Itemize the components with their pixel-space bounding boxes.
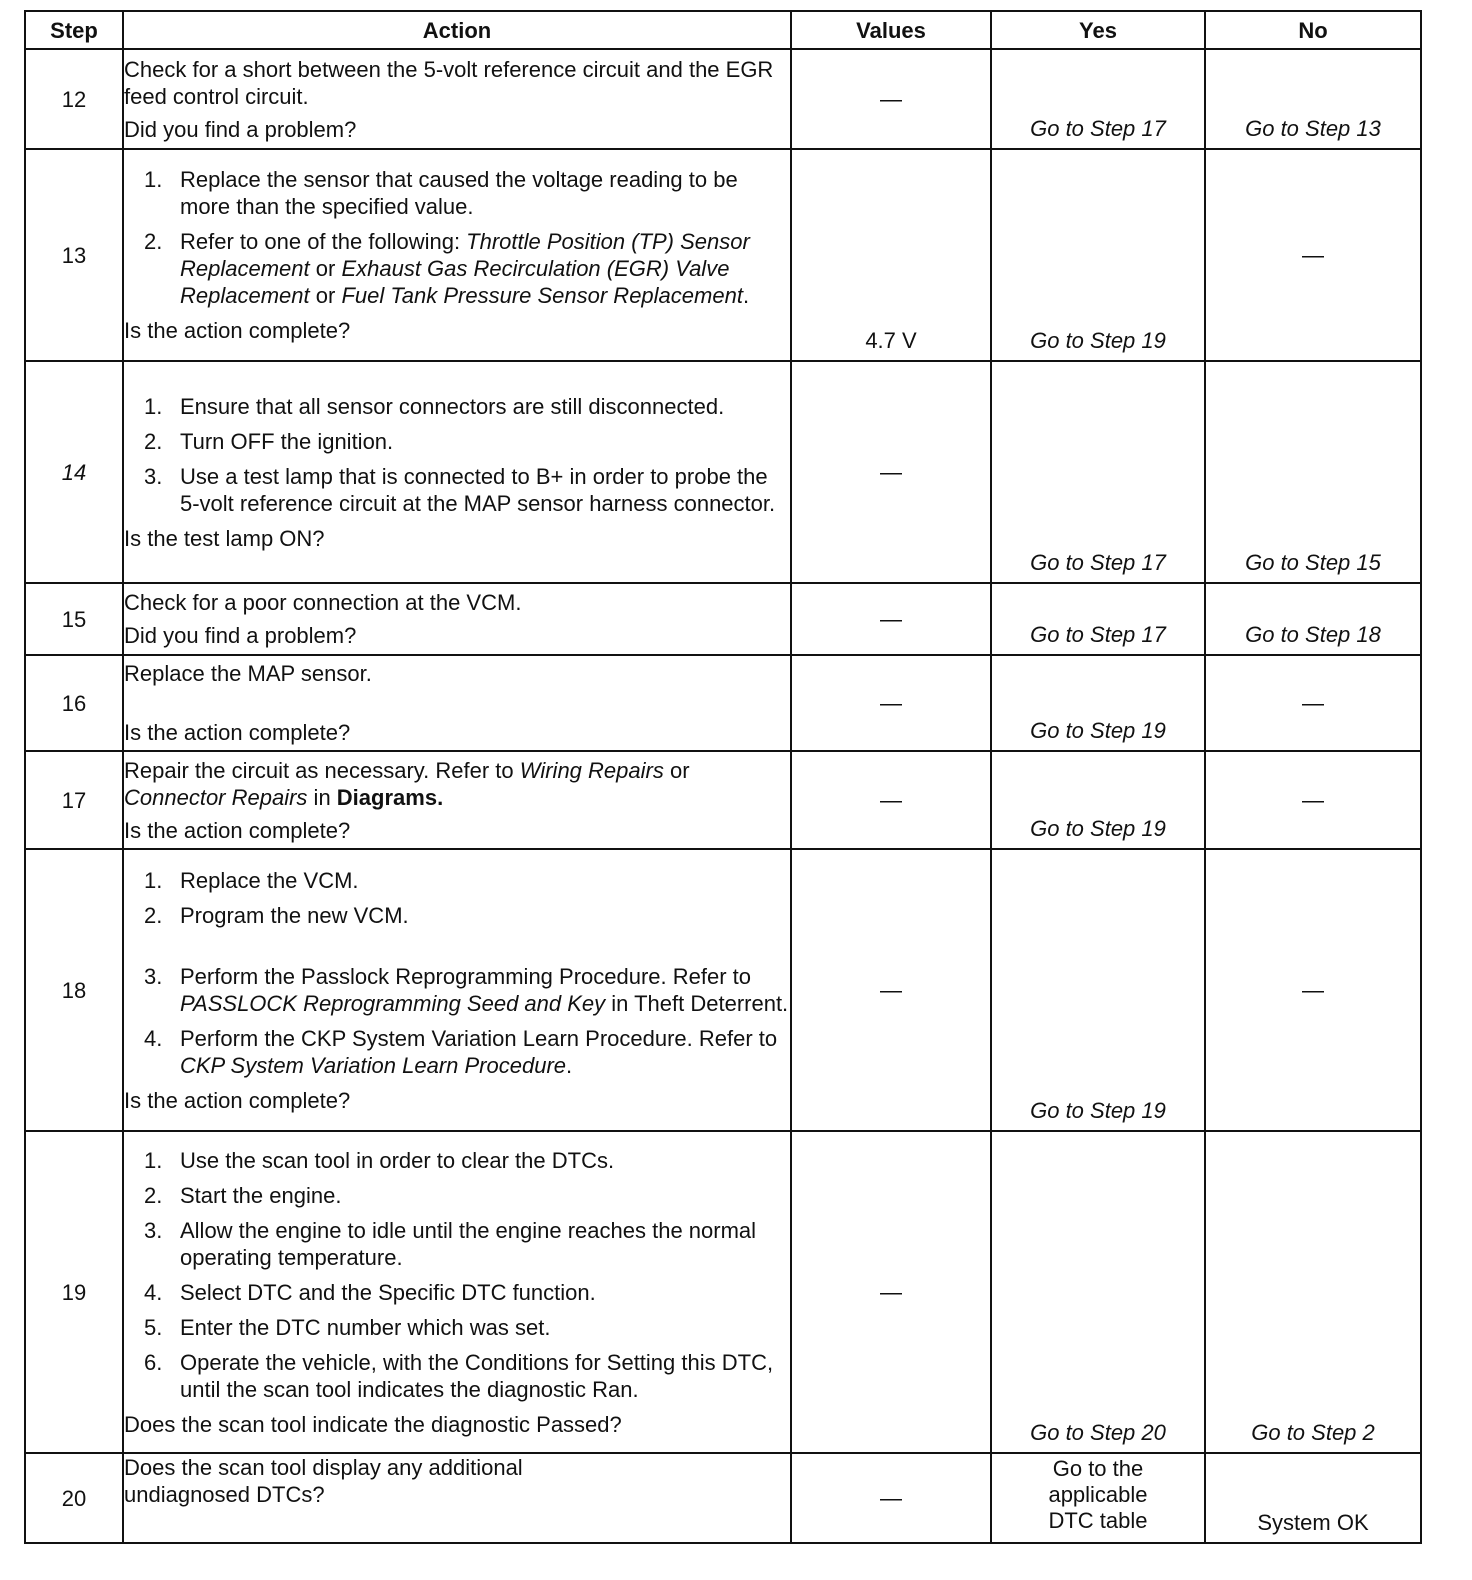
yes-cell <box>991 149 1205 361</box>
no-cell <box>1205 49 1421 149</box>
action-cell <box>123 49 791 149</box>
action-cell <box>123 583 791 655</box>
header-values: Values <box>791 11 991 49</box>
reference-passlock: PASSLOCK Reprogramming Seed and Key <box>180 990 606 1016</box>
item-number: 4. <box>144 1025 163 1051</box>
list-item <box>124 393 790 420</box>
values-cell <box>791 583 991 655</box>
item-text: Perform the Passlock Reprogramming Procedure. Refer to <box>180 963 752 989</box>
dash: — <box>880 86 902 112</box>
item-text: or <box>309 283 342 308</box>
no-link: Go to Step 13 <box>1245 116 1381 141</box>
no-link: Go to Step 15 <box>1245 550 1381 575</box>
item-number: 1. <box>144 1147 163 1173</box>
list-item <box>124 963 790 1017</box>
item-text: Use a test lamp that is connected to B+ in order to probe the 5-volt reference circuit at the MAP sensor harness connector. <box>180 463 776 516</box>
yes-link: Go to Step 19 <box>1030 718 1166 743</box>
yes-link: Go to Step 17 <box>1030 550 1166 575</box>
action-question: Does the scan tool indicate the diagnostic Passed? <box>124 1411 622 1437</box>
item-text: Program the new VCM. <box>180 902 409 928</box>
dash: — <box>880 1279 902 1305</box>
item-text: Refer to one of the following: <box>180 229 467 254</box>
list-item <box>124 1217 790 1271</box>
item-number: 2. <box>144 1182 163 1208</box>
item-text: Enter the DTC number which was set. <box>180 1314 551 1340</box>
item-number: 1. <box>144 393 163 419</box>
dash: — <box>880 1485 902 1511</box>
step-number: 14 <box>25 361 123 583</box>
item-text: Use the scan tool in order to clear the DTCs. <box>180 1147 615 1173</box>
table-row-20 <box>25 1453 1421 1543</box>
action-question: Did you find a problem? <box>124 116 357 142</box>
no-cell <box>1205 361 1421 583</box>
no-cell <box>1205 1453 1421 1543</box>
diagnostic-table <box>24 10 1422 1544</box>
step-number: 13 <box>25 149 123 361</box>
dash: — <box>880 787 902 813</box>
value-text: 4.7 V <box>865 328 917 353</box>
no-cell <box>1205 751 1421 849</box>
item-text: . <box>566 1052 573 1078</box>
reference-ckp-learn: CKP System Variation Learn Procedure <box>180 1052 566 1078</box>
action-intro <box>124 757 790 811</box>
reference-connector-repairs: Connector Repairs <box>124 784 308 810</box>
yes-cell <box>991 655 1205 751</box>
item-text: or <box>309 256 342 281</box>
action-intro: Check for a short between the 5-volt reference circuit and the EGR feed control circuit. <box>124 56 774 109</box>
table-row-17 <box>25 751 1421 849</box>
dash: — <box>1302 690 1324 716</box>
action-cell <box>123 149 791 361</box>
yes-cell <box>991 49 1205 149</box>
dash: — <box>880 690 902 716</box>
list-item <box>124 428 790 455</box>
step-number: 12 <box>25 49 123 149</box>
list-item <box>124 1349 790 1403</box>
table-row-13 <box>25 149 1421 361</box>
action-question: Is the action complete? <box>124 720 351 745</box>
step-number: 15 <box>25 583 123 655</box>
item-text: Select DTC and the Specific DTC function. <box>180 1279 596 1305</box>
list-item <box>124 166 790 220</box>
yes-link: Go to Step 19 <box>1030 1098 1166 1123</box>
action-question: Is the action complete? <box>124 1087 351 1113</box>
dash: — <box>880 977 902 1003</box>
no-cell <box>1205 849 1421 1131</box>
action-cell <box>123 1131 791 1453</box>
action-cell <box>123 655 791 751</box>
reference-diagrams: Diagrams. <box>336 784 444 810</box>
item-text: . <box>742 283 750 308</box>
yes-cell <box>991 361 1205 583</box>
no-cell <box>1205 583 1421 655</box>
action-intro: Check for a poor connection at the VCM. <box>124 590 522 615</box>
item-number: 3. <box>144 1217 163 1243</box>
step-number: 20 <box>25 1453 123 1543</box>
list-item <box>124 1025 790 1079</box>
header-yes: Yes <box>991 11 1205 49</box>
yes-link: Go to Step 17 <box>1030 116 1166 141</box>
reference-wiring-repairs: Wiring Repairs <box>519 757 664 783</box>
action-cell <box>123 751 791 849</box>
list-item <box>124 1182 790 1209</box>
table-row-12 <box>25 49 1421 149</box>
dash: — <box>880 459 902 485</box>
action-question: Is the action complete? <box>124 817 351 843</box>
item-text: Ensure that all sensor connectors are still disconnected. <box>180 393 725 419</box>
step-number: 17 <box>25 751 123 849</box>
values-cell <box>791 849 991 1131</box>
action-list <box>124 1147 790 1403</box>
item-number: 3. <box>144 963 163 989</box>
item-text: Perform the CKP System Variation Learn Procedure. Refer to <box>180 1025 778 1051</box>
item-text: Start the engine. <box>180 1182 342 1208</box>
action-question: Is the action complete? <box>124 318 351 343</box>
yes-link: Go to Step 19 <box>1030 328 1166 353</box>
item-text: Allow the engine to idle until the engine reaches the normal operating temperature. <box>180 1217 757 1270</box>
table-row-15 <box>25 583 1421 655</box>
list-item <box>124 1314 790 1341</box>
list-item <box>124 1279 790 1306</box>
item-number: 1. <box>144 867 163 893</box>
item-number: 2. <box>144 229 163 254</box>
item-text: Operate the vehicle, with the Conditions for Setting this DTC, until the scan tool indicates the diagnostic Ran. <box>180 1349 774 1402</box>
no-link: Go to Step 2 <box>1251 1420 1375 1445</box>
no-cell <box>1205 1131 1421 1453</box>
item-number: 2. <box>144 428 163 454</box>
yes-cell <box>991 751 1205 849</box>
yes-link: Go to Step 17 <box>1030 622 1166 647</box>
values-cell <box>791 149 991 361</box>
dash: — <box>1302 242 1324 268</box>
table-row-18 <box>25 849 1421 1131</box>
values-cell <box>791 1453 991 1543</box>
values-cell <box>791 1131 991 1453</box>
action-question: Did you find a problem? <box>124 623 357 648</box>
reference-tp-sensor: Throttle Position (TP) Sensor Replacement <box>180 229 750 281</box>
reference-fuel-tank-sensor: Fuel Tank Pressure Sensor Replacement <box>341 283 743 308</box>
yes-cell <box>991 1453 1205 1543</box>
yes-cell <box>991 849 1205 1131</box>
dash: — <box>1302 977 1324 1003</box>
step-number: 19 <box>25 1131 123 1453</box>
header-no: No <box>1205 11 1421 49</box>
item-text: Replace the VCM. <box>180 867 359 893</box>
item-text: in Theft Deterrent. <box>605 990 789 1016</box>
yes-link: Go to the applicable DTC table <box>1048 1456 1148 1533</box>
values-cell <box>791 655 991 751</box>
action-question: Is the test lamp ON? <box>124 525 325 551</box>
no-cell <box>1205 655 1421 751</box>
item-number: 3. <box>144 463 163 489</box>
item-number: 6. <box>144 1349 163 1375</box>
action-list <box>124 867 790 1079</box>
values-cell <box>791 49 991 149</box>
no-cell <box>1205 149 1421 361</box>
intro-text: Repair the circuit as necessary. Refer to <box>124 757 520 783</box>
table-row-19 <box>25 1131 1421 1453</box>
action-cell <box>123 849 791 1131</box>
values-cell <box>791 751 991 849</box>
action-intro: Does the scan tool display any additional undiagnosed DTCs? <box>124 1455 523 1507</box>
yes-link: Go to Step 19 <box>1030 816 1166 841</box>
dash: — <box>880 606 902 632</box>
no-link: Go to Step 18 <box>1245 622 1381 647</box>
values-cell <box>791 361 991 583</box>
list-item <box>124 463 790 517</box>
action-intro: Replace the MAP sensor. <box>124 661 372 686</box>
item-number: 5. <box>144 1314 163 1340</box>
header-action: Action <box>123 11 791 49</box>
action-list <box>124 393 790 517</box>
item-number: 4. <box>144 1279 163 1305</box>
list-item <box>124 1147 790 1174</box>
step-number: 18 <box>25 849 123 1131</box>
header-step: Step <box>25 11 123 49</box>
list-item <box>124 902 790 929</box>
header-row <box>25 11 1421 49</box>
dash: — <box>1302 787 1324 813</box>
action-list <box>124 166 790 309</box>
list-item <box>124 867 790 894</box>
step-number: 16 <box>25 655 123 751</box>
list-item <box>124 228 790 309</box>
table-row-16 <box>25 655 1421 751</box>
action-cell <box>123 1453 791 1543</box>
item-text: Turn OFF the ignition. <box>180 428 394 454</box>
intro-text: or <box>663 757 690 783</box>
yes-cell <box>991 1131 1205 1453</box>
no-link: System OK <box>1257 1510 1369 1535</box>
table-row-14 <box>25 361 1421 583</box>
item-text: Replace the sensor that caused the voltage reading to be more than the specified value. <box>180 167 738 219</box>
intro-text: in <box>307 784 337 810</box>
item-number: 1. <box>144 167 163 192</box>
yes-cell <box>991 583 1205 655</box>
action-cell <box>123 361 791 583</box>
reference-egr-valve: Exhaust Gas Recirculation (EGR) Valve Replacement <box>180 256 730 308</box>
yes-link: Go to Step 20 <box>1030 1420 1166 1445</box>
item-number: 2. <box>144 902 163 928</box>
